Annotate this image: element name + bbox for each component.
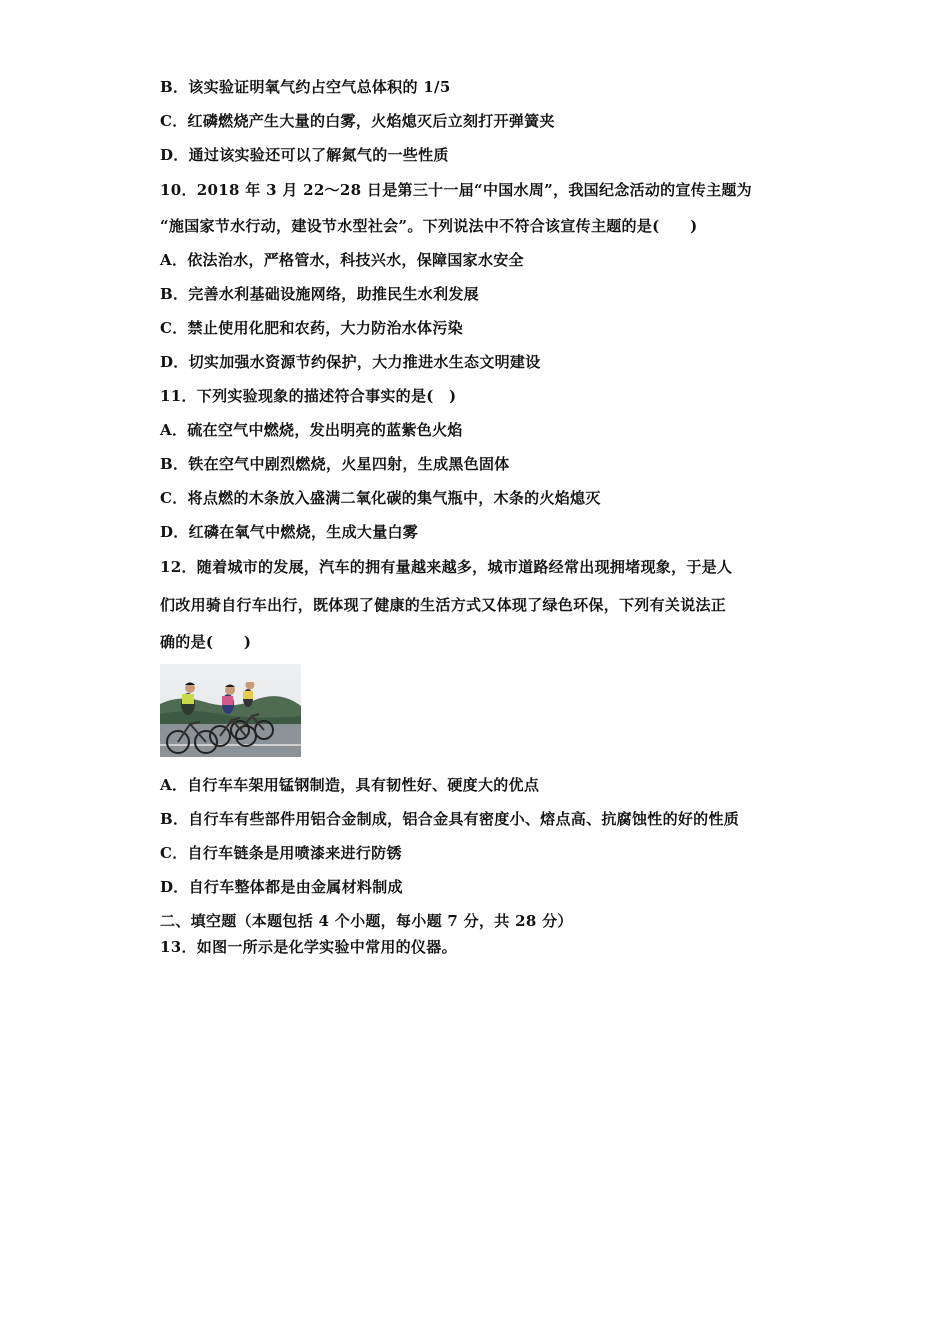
q11-stem: 11．下列实验现象的描述符合事实的是( ): [160, 387, 457, 405]
q12-stem-line2: 们改用骑自行车出行，既体现了健康的生活方式又体现了绿色环保，下列有关说法正: [160, 596, 727, 614]
q12-option-a: A．自行车车架用锰钢制造，具有韧性好、硬度大的优点: [160, 776, 540, 794]
q11-option-a: A．硫在空气中燃烧，发出明亮的蓝紫色火焰: [160, 421, 463, 439]
cyclists-photo: [160, 664, 301, 757]
q12-option-c: C．自行车链条是用喷漆来进行防锈: [160, 844, 402, 862]
q12-option-b: B．自行车有些部件用铝合金制成，铝合金具有密度小、熔点高、抗腐蚀性的好的性质: [160, 810, 740, 828]
q9-option-c: C．红磷燃烧产生大量的白雾，火焰熄灭后立刻打开弹簧夹: [160, 112, 555, 130]
q10-option-d: D．切实加强水资源节约保护，大力推进水生态文明建设: [160, 353, 541, 371]
q10-option-a: A．依法治水，严格管水，科技兴水，保障国家水安全: [160, 251, 524, 269]
q12-stem-line1: 12．随着城市的发展，汽车的拥有量越来越多，城市道路经常出现拥堵现象，于是人: [160, 558, 733, 576]
q10-option-c: C．禁止使用化肥和农药，大力防治水体污染: [160, 319, 463, 337]
q11-option-d: D．红磷在氧气中燃烧，生成大量白雾: [160, 523, 419, 541]
q12-stem-line3: 确的是( ): [160, 633, 252, 651]
q11-option-c: C．将点燃的木条放入盛满二氧化碳的集气瓶中，木条的火焰熄灭: [160, 489, 601, 507]
q12-option-d: D．自行车整体都是由金属材料制成: [160, 878, 403, 896]
q9-option-d: D．通过该实验还可以了解氮气的一些性质: [160, 146, 449, 164]
q9-option-b: B．该实验证明氧气约占空气总体积的 1/5: [160, 78, 451, 96]
q10-stem-line1: 10．2018 年 3 月 22～28 日是第三十一届“中国水周”，我国纪念活动的宣传主题为: [160, 181, 752, 199]
q13-stem: 13．如图一所示是化学实验中常用的仪器。: [160, 938, 457, 956]
q10-stem-line2: “施国家节水行动，建设节水型社会”。下列说法中不符合该宣传主题的是( ): [160, 217, 698, 235]
q11-option-b: B．铁在空气中剧烈燃烧，火星四射，生成黑色固体: [160, 455, 510, 473]
section-title: 二、填空题（本题包括 4 个小题，每小题 7 分，共 28 分）: [160, 912, 573, 930]
q10-option-b: B．完善水利基础设施网络，助推民生水利发展: [160, 285, 479, 303]
